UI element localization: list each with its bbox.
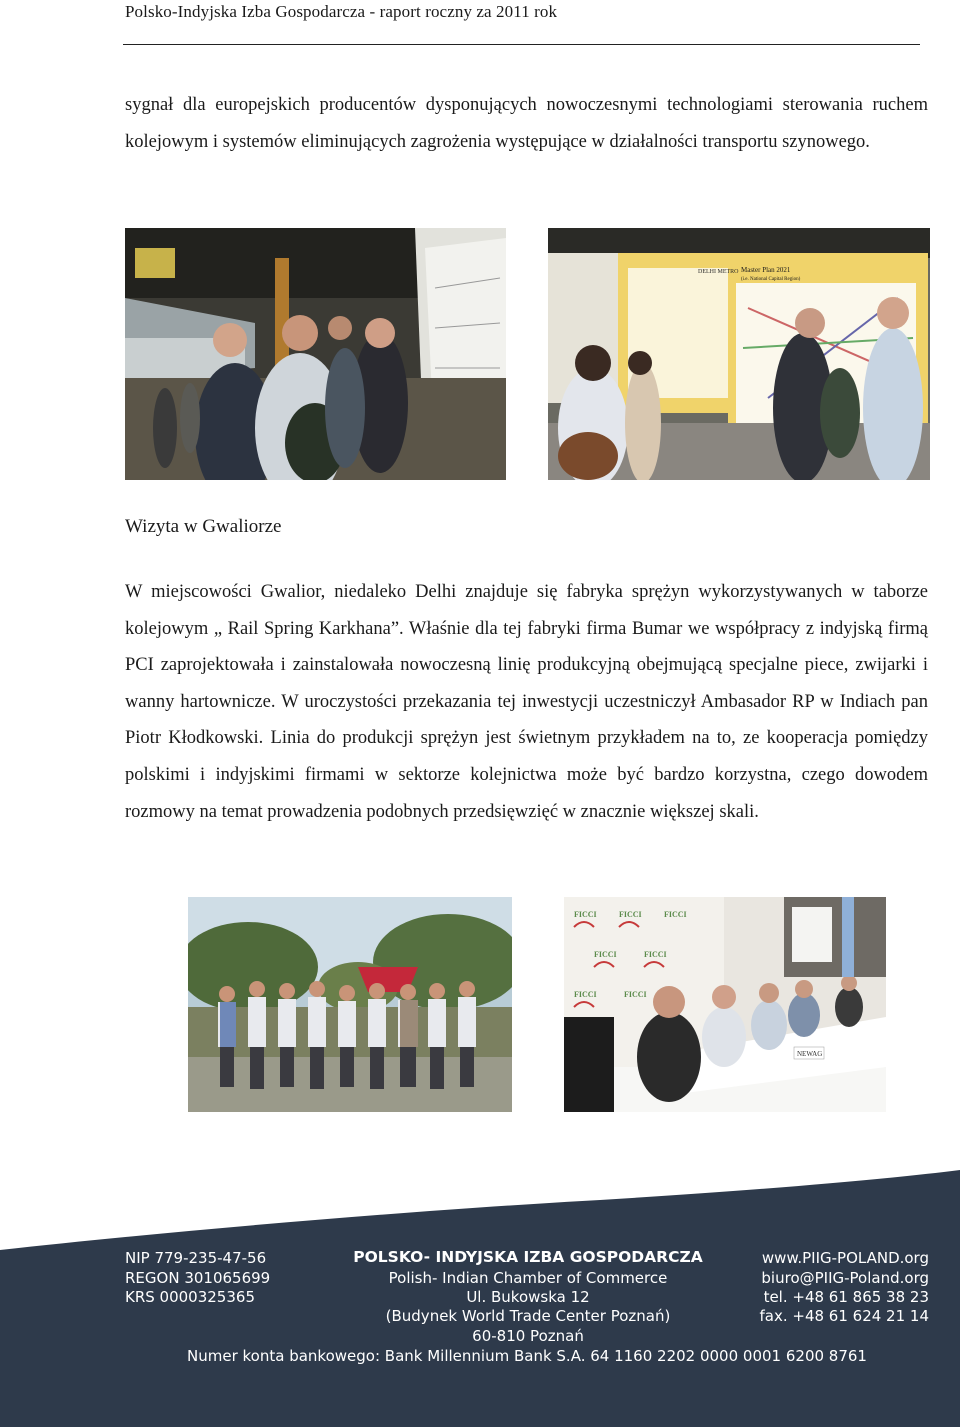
- photo-station-platform-image: [125, 228, 506, 480]
- photo-metro-exhibition-image: [548, 228, 930, 480]
- metro-logo-text: DELHI METRO: [698, 269, 739, 275]
- section-heading-gwalior: Wizyta w Gwaliorze: [125, 516, 282, 537]
- banner-text: FICCI: [664, 910, 687, 919]
- footer-bank-account: Numer konta bankowego: Bank Millennium Bank S.A. 64 1160 2202 0000 0001 6200 8761: [187, 1347, 867, 1365]
- footer-org-name-pl: POLSKO- INDYJSKA IZBA GOSPODARCZA: [353, 1248, 703, 1266]
- table-name-card: NEWAG: [797, 1050, 823, 1058]
- header-title: Polsko-Indyjska Izba Gospodarcza - raport roczny za 2011 rok: [125, 2, 558, 21]
- photo-group-outdoors: [188, 897, 512, 1112]
- footer-regon: REGON 301065699: [125, 1269, 271, 1287]
- banner-text: FICCI: [574, 990, 597, 999]
- footer-nip: NIP 779-235-47-56: [125, 1249, 267, 1267]
- footer-krs: KRS 0000325365: [125, 1288, 255, 1306]
- photo-station-platform: [125, 228, 506, 480]
- photo-conference-meeting: [564, 897, 886, 1112]
- banner-text: FICCI: [574, 910, 597, 919]
- footer-building: (Budynek World Trade Center Poznań): [385, 1307, 671, 1325]
- header-divider: [123, 44, 920, 45]
- banner-text: FICCI: [594, 950, 617, 959]
- footer-tel: tel. +48 61 865 38 23: [763, 1288, 929, 1306]
- footer-postal: 60-810 Poznań: [472, 1327, 584, 1345]
- paragraph-gwalior: W miejscowości Gwalior, niedaleko Delhi znajduje się fabryka sprężyn wykorzystywanych w taborze kolejowym „ Rail Spring Karkhana”. Właśnie dla tej fabryki firma Bumar we współpracy z indyjską firmą PCI zaprojektowała i zainstalowała nowoczesną linię produkcyjną obejmującą specjalne piece, zwijarki i wanny hartownicze. W uroczystości przekazania tej inwestycji uczestniczył Ambasador RP w Indiach pan Piotr Kłodkowski. Linia do produkcji sprężyn jest świetnym przykładem na to, ze kooperacja pomiędzy polskimi i indyjskimi firmami w sektorze kolejnictwa może być bardzo korzystna, czego dowodem rozmowy na temat prowadzenia podobnych przedsięwzięć w znacznie większej skali.: [125, 582, 928, 822]
- paragraph-intro: sygnał dla europejskich producentów dysponujących nowoczesnymi technologiami sterowania ruchem kolejowym i systemów eliminujących zagrożenia występujące w działalności transportu szynowego.: [125, 95, 928, 152]
- poster-subtitle: (i.e. National Capital Region): [741, 277, 801, 282]
- footer-org-name-en: Polish- Indian Chamber of Commerce: [388, 1269, 668, 1287]
- footer-background: [0, 1170, 960, 1427]
- footer-street: Ul. Bukowska 12: [466, 1288, 590, 1306]
- poster-title: Master Plan 2021: [741, 266, 791, 274]
- footer-website-link[interactable]: www.PIIG-POLAND.org: [761, 1249, 929, 1267]
- photo-group-outdoors-image: [188, 897, 512, 1112]
- photo-conference-meeting-image: [564, 897, 886, 1112]
- footer-fax: fax. +48 61 624 21 14: [759, 1307, 929, 1325]
- footer-email-link[interactable]: biuro@PIIG-Poland.org: [761, 1269, 929, 1287]
- banner-text: FICCI: [644, 950, 667, 959]
- banner-text: FICCI: [624, 990, 647, 999]
- banner-text: FICCI: [619, 910, 642, 919]
- photo-metro-exhibition: [548, 228, 930, 480]
